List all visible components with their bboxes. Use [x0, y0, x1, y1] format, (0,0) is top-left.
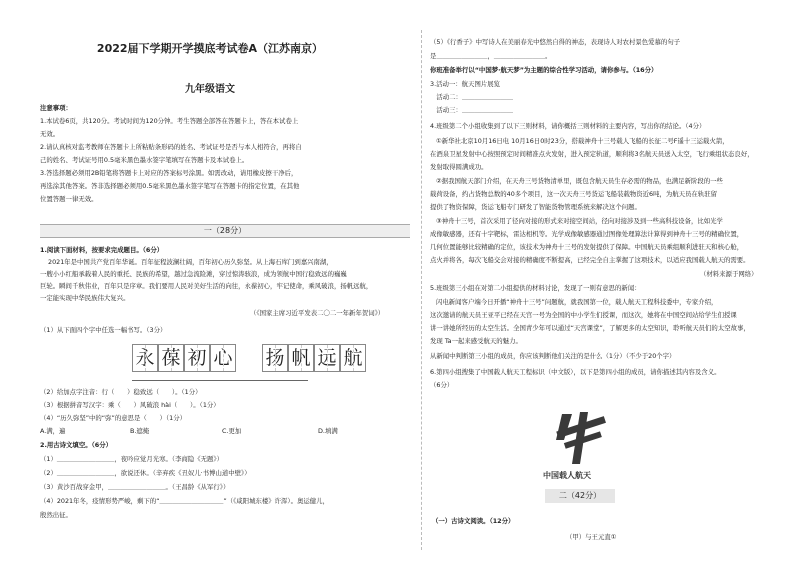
passage-source: （《国家主席习近平发表二〇二一年新年贺词》） [250, 309, 385, 317]
section-two-banner: 二（42分） [545, 489, 615, 503]
r-line: 成像敏感器，还有十字靶标，雷达相机等。光学成像敏感器通过图像处理算法计算得到神舟十三号的精确位置， [430, 230, 744, 238]
hw-char: 远 [314, 344, 340, 372]
r-line: 讲一讲她所经历的太空生活。全国青少年可以通过“天宫课堂”，了解更多的太空知识，聆听航天员们的太空故事， [430, 324, 750, 332]
q1-1: （1）从下面四个字中任选一幅书写。（3分） [40, 326, 167, 334]
option-c: C.更加 [222, 427, 242, 435]
r-line: 提供了物资保障，货运飞船专门研发了智能货物管理系统来解决这个问题。 [430, 203, 641, 211]
q2-line: （4）2021年冬，疫情形势严峻，剩下的“＿＿＿＿＿＿＿＿＿＿”（《咸阳城东楼》许浑）。奥运健儿， [40, 497, 329, 505]
r-line: 发现 Ta一起来感受航天的魅力。 [430, 337, 522, 345]
notice-line: 3.答选择题必须用2B铅笔将答题卡上对应的答案标号涂黑。如需改动，请用橡皮擦干净后， [40, 169, 298, 177]
r-line: 几何位置能够比较精确的定位，该技术为神舟十三号的发射提供了保障。中国航天员乘组顺利进驻天和核心舱， [430, 243, 744, 251]
right-column [420, 0, 794, 562]
q2-line: 殷然出征。 [40, 511, 72, 519]
q7-heading: （一）古诗文阅读。（12分） [432, 517, 515, 525]
r-line: 从新闻中判断第三小组的成员，你应该判断他们关注的是什么（1分）（不少于20个字） [430, 352, 676, 360]
r-line: ③神舟十三号，首次采用了径向对接的形式来对接空间站，径向对接涉及到一些高科技设备，比如光学 [436, 217, 723, 225]
poem-title: （甲）与王元直① [566, 533, 617, 541]
hw-char: 初 [184, 344, 210, 372]
passage-line: 巨轮。瞬间千秋伟业，百年只是序章。我们要用人民对美好生活的向往，永葆初心，牢记使命，乘风破浪，扬帆远航， [40, 282, 373, 290]
hw-char: 葆 [158, 344, 184, 372]
r-line: 5.班级第三小组在对第二小组提供的材料讨论，发现了一则有意思的新闻： [430, 284, 641, 292]
r-line: （5）《行香子》中写诗人在美丽春光中悠然自得的神态，表现诗人对农村景色爱慕的句子 [430, 38, 681, 46]
r-line: ①新华社北京10月16日电 10月16日0时23分，搭载神舟十三号载人飞船的长征二号F遥十三运载火箭， [436, 137, 729, 145]
r-line: 活动二：＿＿＿＿＿＿＿＿ [430, 93, 514, 101]
option-d: D.填满 [318, 427, 338, 435]
q2-line: （3）黄沙百战穿金甲，＿＿＿＿＿＿＿＿＿。（王昌龄《从军行》） [40, 483, 230, 491]
passage-line: 一艘小小红船承载着人民的重托、民族的希望，越过急流险滩，穿过惊涛骇浪，成为领航中国行稳致远的巍巍 [40, 270, 347, 278]
hw-char: 航 [340, 344, 366, 372]
q1-4: （4）“历久弥坚”中的“弥”的意思是（ ）（1分） [40, 414, 186, 422]
hw-char: 帆 [288, 344, 314, 372]
china-manned-space-logo [550, 410, 610, 466]
r-line: 活动三：＿＿＿＿＿＿＿＿ [430, 106, 514, 114]
option-b: B.遮掩 [130, 427, 150, 435]
r-line: ②据我国航天部门介绍，在天舟三号货物清单里，既包含航天员生存必需的物品，也满足新阶段的一些 [436, 177, 723, 185]
r-line: 闪电新闻客户端今日开播“神舟十三号”问题航，就我国第一位，载人航天工程科技委中，专家介绍， [436, 298, 718, 306]
hw-char: 扬 [262, 344, 288, 372]
r-line: （6分） [430, 381, 454, 389]
notice-line: 2.请认真核对监考教师在答题卡上所粘贴条形码的姓名、考试证号是否与本人相符合，再将自 [40, 143, 302, 151]
notice-line: 位置答题一律无效。 [40, 195, 98, 203]
r-line: 你班准备举行以“中国梦·航天梦”为主题的综合性学习活动，请你参与。（16分） [430, 66, 658, 74]
q2-heading: 2.用古诗文填空。（6分） [40, 441, 113, 449]
notice-line: 再选涂其他答案。答非选择题必须用0.5毫米黑色墨水签字笔写在答题卡的指定位置，在其他 [40, 182, 300, 190]
q1-2: （2）给加点字注音：行（ ）稳致远（ ）。（1分） [40, 388, 202, 396]
q1-3: （3）根据拼音写汉字：乘（ ）风破浪 hài（ ）。（1分） [40, 401, 220, 409]
r-line: 4.班级第二个小组收集到了以下三则材料，请你概括三则材料的主要内容，写出你的结论。（4分） [430, 122, 706, 130]
r-line: 是＿＿＿＿＿＿＿＿，＿＿＿＿＿＿＿＿。 [430, 52, 552, 60]
notice-heading: 注意事项： [40, 104, 72, 112]
section-one-banner: 一（28分） [40, 224, 410, 238]
passage-line: 2021年是中国共产党百年华诞。百年征程波澜壮阔，百年初心历久弥坚。从上海石库门到嘉兴南湖， [48, 258, 333, 266]
exam-subtitle: 九年级语文 [185, 84, 235, 95]
option-a: A.满，遍 [40, 427, 66, 435]
answer-line [132, 380, 308, 381]
handwriting-grid-1 [132, 344, 236, 374]
q2-line: （1）＿＿＿＿＿＿＿＿＿，夜吟应觉月光寒。（李商隐《无题》） [40, 455, 223, 463]
passage-line: 一定能实现中华民族伟大复兴。 [40, 294, 130, 302]
r-line: 6.第四小组搜集了中国载人航天工程标识（中文版），以下是第四小组的成员，请你描述其内容及含义。 [430, 368, 721, 376]
r-line: （材料来源于网络） [700, 270, 758, 278]
r-line: 这次邀请的航天员王亚平已经在天宫一号为全国的中小学生们授课，而这次，她将在中国空间站给学生们授课 [430, 311, 737, 319]
r-line: 在酒泉卫星发射中心按照预定时间精准点火发射，进入预定轨道，顺利将3名航天员送入太空，飞行乘组状态良好， [430, 150, 754, 158]
notice-line: 1.本试卷6页，共120分。考试时间为120分钟。考生答题全部答在答题卡上，答在本试卷上 [40, 117, 299, 125]
q1-heading: 1.阅读下面材料，按要求完成题目。（6分） [40, 246, 164, 254]
logo-mark-icon [556, 412, 606, 464]
hw-char: 永 [132, 344, 158, 372]
notice-line: 己的姓名、考试证号用0.5毫米黑色墨水签字笔填写在答题卡及本试卷上。 [40, 156, 249, 164]
r-line: 载荷设备，约占货物总数的40多个项目，这一次天舟三号货运飞船装载物资近6吨，为航天员在轨驻留 [430, 190, 717, 198]
logo-caption: 中国载人航天 [543, 471, 591, 480]
r-line: 发射取得圆满成功。 [430, 163, 488, 171]
exam-title: 2022届下学期开学摸底考试卷A（江苏南京） [96, 42, 324, 55]
q2-line: （2）＿＿＿＿＿＿＿＿＿，欲说还休。（辛弃疾《丑奴儿·书博山道中壁》） [40, 469, 251, 477]
r-line: 点火并将各，每次飞船交会对接的精确度不断提高，已经完全自主掌握了这项技术，以适应我国载人航天的需要。 [430, 256, 750, 264]
handwriting-grid-2 [262, 344, 366, 374]
hw-char: 心 [210, 344, 236, 372]
notice-line: 无效。 [40, 130, 60, 138]
r-line: 3.活动一：航天图片展览 [430, 80, 501, 88]
